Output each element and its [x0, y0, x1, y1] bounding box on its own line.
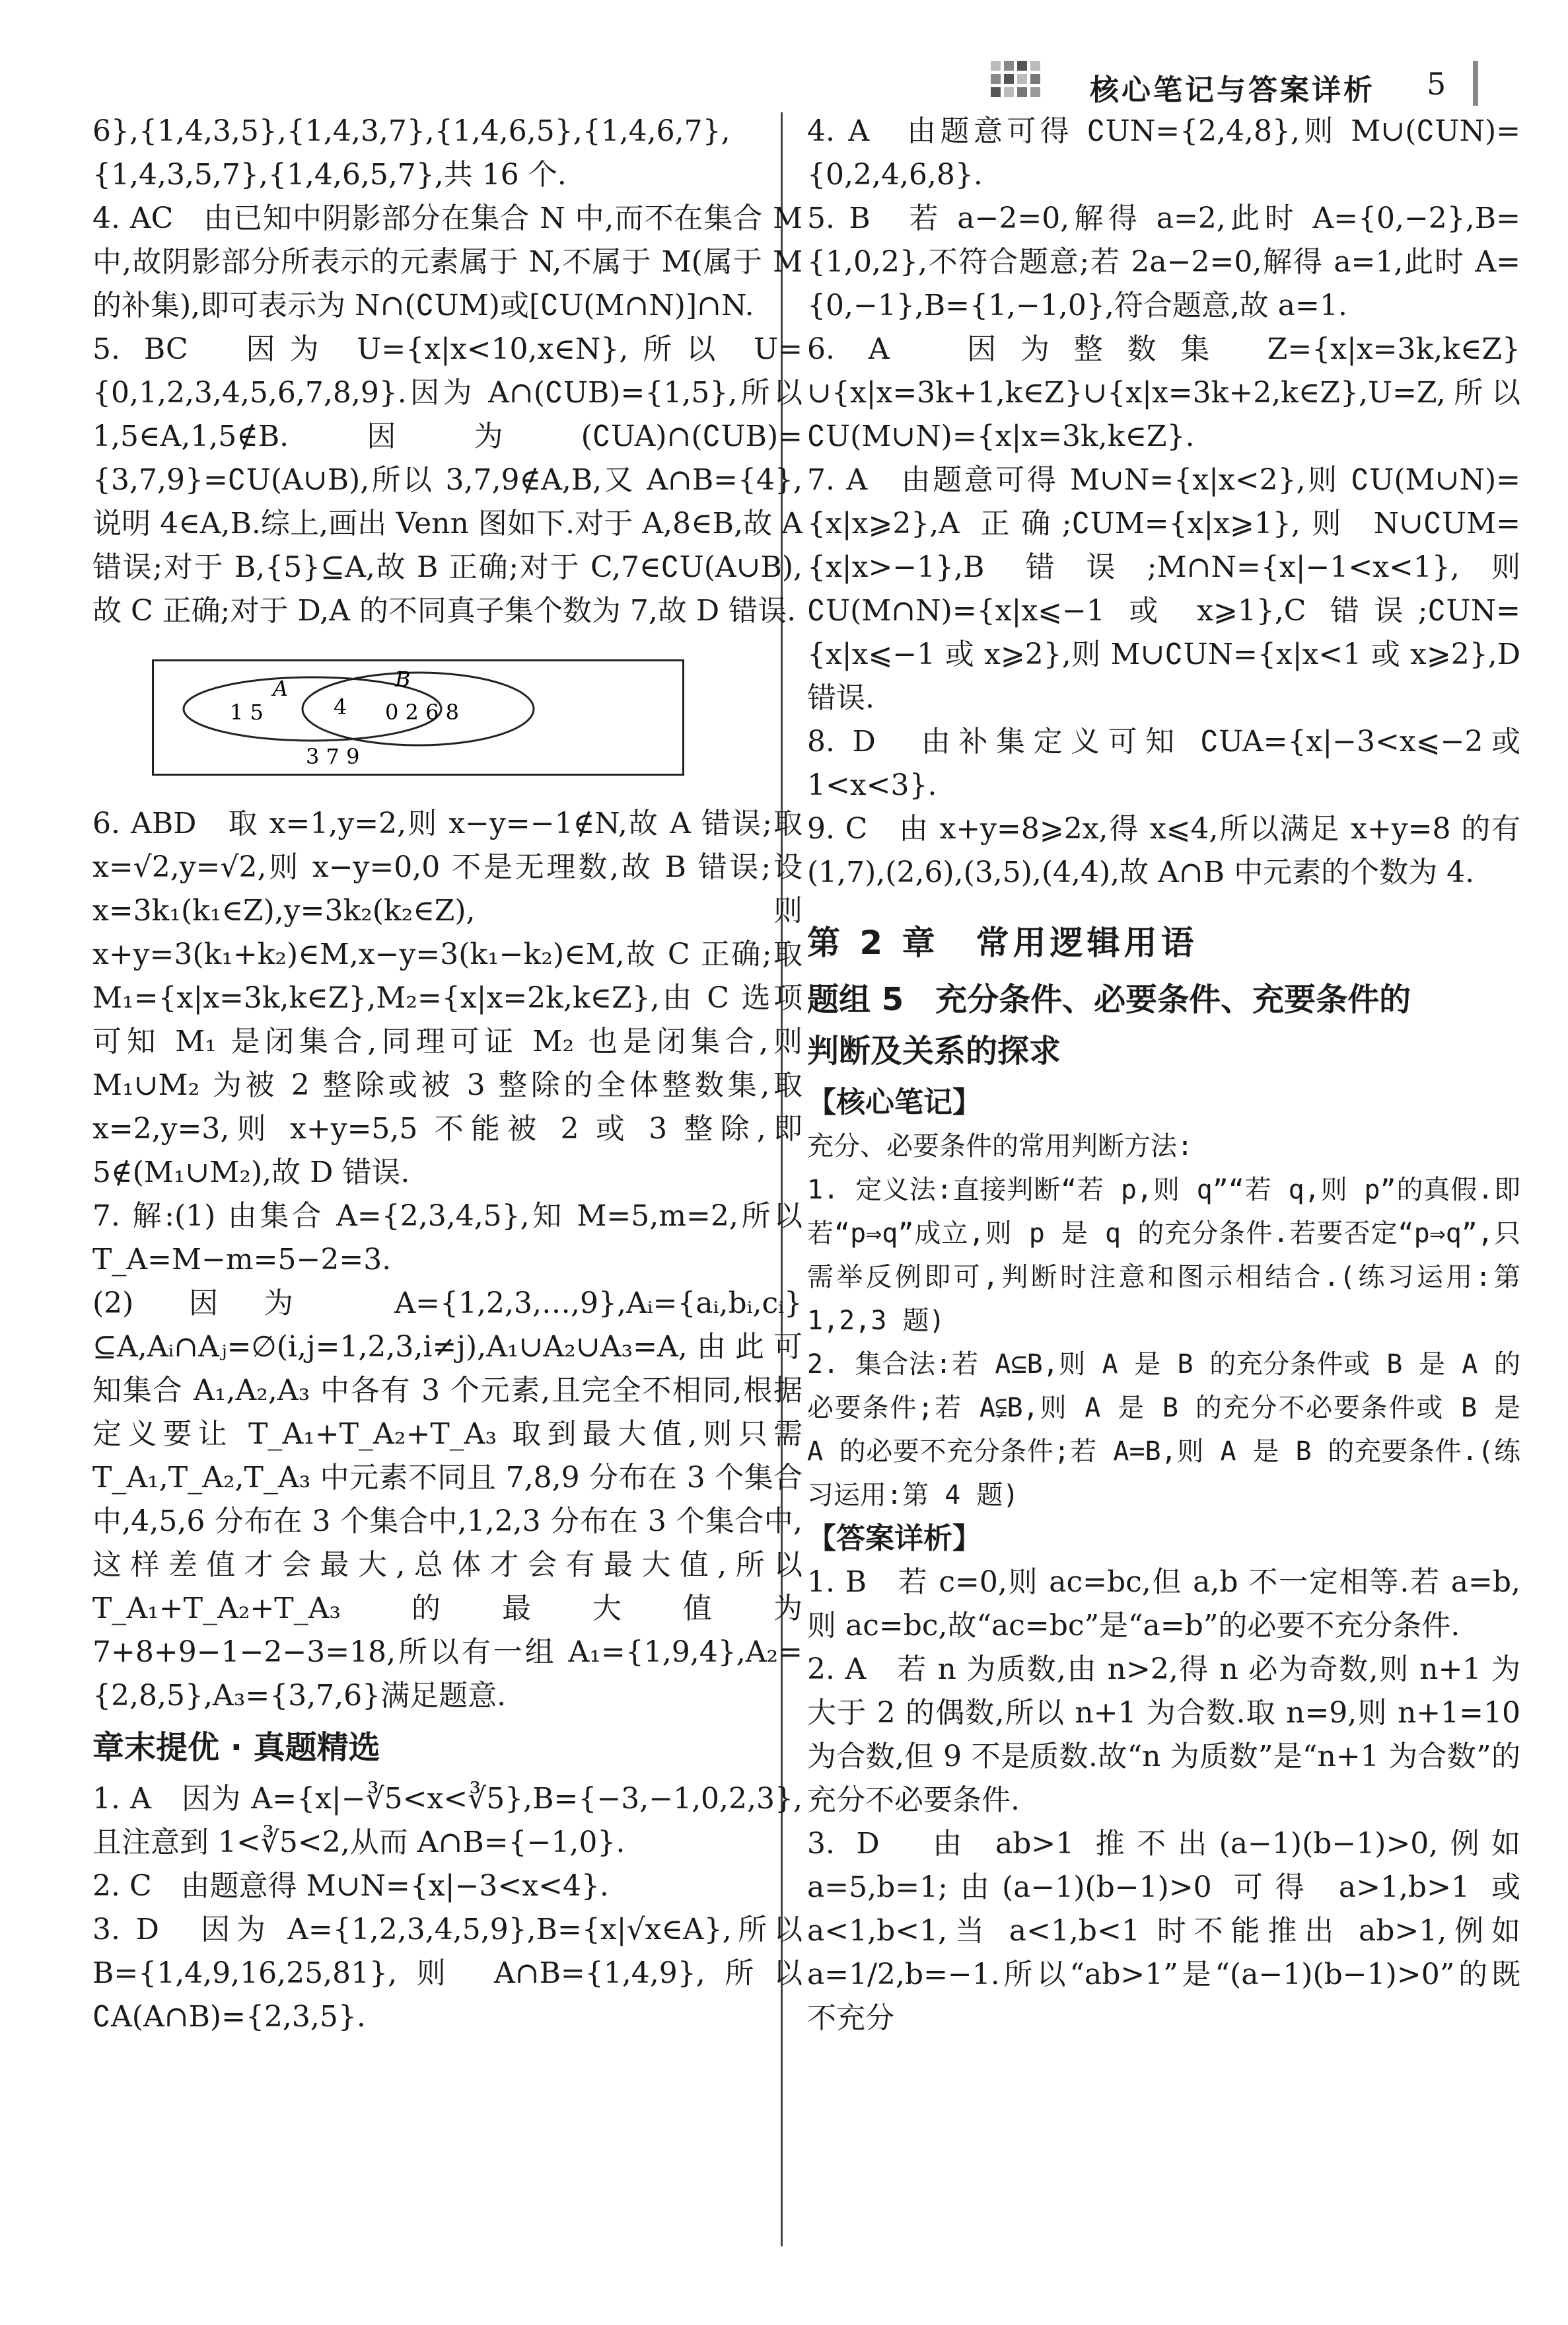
venn-label-b: B	[395, 667, 411, 692]
page-header	[978, 61, 1493, 114]
left-column	[92, 110, 802, 2039]
venn-both: 4	[334, 694, 347, 720]
answer-7-part1: 7. 解:(1) 由集合 A={2,3,4,5},知 M=5,m=2,所以 T_A=M−m=5−2=3.	[92, 1199, 802, 1276]
section-title: 章末提优 · 真题精选	[92, 1729, 380, 1766]
header-title: 核心笔记与答案详析	[1090, 73, 1375, 107]
venn-only-b: 0 2 6 8	[385, 700, 459, 725]
detail-answer-2: 2. A 若 n 为质数,由 n>2,得 n 必为奇数,则 n+1 为大于 2 的偶数,所以 n+1 为合数.取 n=9,则 n+1=10 为合数,但 9 不是质数.故“n 为质数”是“n+1 为合数”的充分不必要条件.	[807, 1652, 1520, 1817]
header-decoration-icon	[991, 61, 1044, 107]
answer-paragraph: 6},{1,4,3,5},{1,4,3,7},{1,4,6,5},{1,4,6,7},{1,4,3,5,7},{1,4,6,5,7},共 16 个.	[92, 114, 731, 192]
answer-6: 6. ABD 取 x=1,y=2,则 x−y=−1∉N,故 A 错误;取 x=√2,y=√2,则 x−y=0,0 不是无理数,故 B 错误;设 x=3k₁(k₁∈Z),y=3k₂(k₂∈Z),则 x+y=3(k₁+k₂)∈M,x−y=3(k₁−k₂)∈M,故 C 正确;取 M₁={x|x=3k,k∈Z},M₂={x|x=2k,k∈Z},由 C 选项可知 M₁ 是闭集合,同理可证 M₂ 也是闭集合,则 M₁∪M₂ 为被 2 整除或被 3 整除的全体整数集,取 x=2,y=3,则 x+y=5,5 不能被 2 或 3 整除,即 5∉(M₁∪M₂),故 D 错误.	[92, 807, 802, 1189]
answer-5: 5. BC 因为 U={x|x<10,x∈N},所以 U={0,1,2,3,4,5,6,7,8,9}.因为 A∩(∁UB)={1,5},所以 1,5∈A,1,5∉B.因为(∁UA)∩(∁UB)={3,7,9}=∁U(A∪B),所以 3,7,9∉A,B,又 A∩B={4},说明 4∈A,B.综上,画出 Venn 图如下.对于 A,8∈B,故 A 错误;对于 B,{5}⊆A,故 B 正确;对于 C,7∈∁U(A∪B),故 C 正确;对于 D,A 的不同真子集个数为 7,故 D 错误.	[92, 332, 802, 628]
core-notes-method-2: 2. 集合法:若 A⊆B,则 A 是 B 的充分条件或 B 是 A 的必要条件;若 A⫋B,则 A 是 B 的充分不必要条件或 B 是 A 的必要不充分条件;若 A=B,则 A 是 B 的充要条件.(练习运用:第 4 题)	[807, 1349, 1520, 1510]
group-title-line2: 判断及关系的探求	[807, 1033, 1061, 1070]
exam-answer-1: 1. A 因为 A={x|−∛5<x<∛5},B={−3,−1,0,2,3},且注意到 1<∛5<2,从而 A∩B={−1,0}.	[92, 1782, 802, 1859]
answer-7-part2: (2) 因为 A={1,2,3,…,9},Aᵢ={aᵢ,bᵢ,cᵢ}⊆A,Aᵢ∩Aⱼ=∅(i,j=1,2,3,i≠j),A₁∪A₂∪A₃=A,由此可知集合 A₁,A₂,A₃ 中各有 3 个元素,且完全不相同,根据定义要让 T_A₁+T_A₂+T_A₃ 取到最大值,则只需 T_A₁,T_A₂,T_A₃ 中元素不同且 7,8,9 分布在 3 个集合中,4,5,6 分布在 3 个集合中,1,2,3 分布在 3 个集合中,这样差值才会最大,总体才会有最大值,所以 T_A₁+T_A₂+T_A₃ 的最大值为 7+8+9−1−2−3=18,所以有一组 A₁={1,9,4},A₂={2,8,5},A₃={3,7,6}满足题意.	[92, 1286, 802, 1713]
detail-answer-1: 1. B 若 c=0,则 ac=bc,但 a,b 不一定相等.若 a=b,则 ac=bc,故“ac=bc”是“a=b”的必要不充分条件.	[807, 1565, 1520, 1642]
core-notes-intro: 充分、必要条件的常用判断方法:	[807, 1131, 1194, 1162]
exam-answer-3: 3. D 因为 A={1,2,3,4,5,9},B={x|√x∈A},所以 B={1,4,9,16,25,81},则 A∩B={1,4,9},所以 ∁A(A∩B)={2,3,5}.	[92, 1913, 802, 2034]
exam-answer-6: 6. A 因为整数集 Z={x|x=3k,k∈Z}∪{x|x=3k+1,k∈Z}∪{x|x=3k+2,k∈Z},U=Z,所以 ∁U(M∪N)={x|x=3k,k∈Z}.	[807, 332, 1520, 453]
exam-answer-7: 7. A 由题意可得 M∪N={x|x<2},则 ∁U(M∪N)={x|x⩾2},A 正确;∁UM={x|x⩾1},则 N∪∁UM={x|x>−1},B 错误;M∩N={x|−1<x<1},则 ∁U(M∩N)={x|x⩽−1 或 x⩾1},C 错误;∁UN={x|x⩽−1 或 x⩾2},则 M∪∁UN={x|x<1 或 x⩾2},D 错误.	[807, 463, 1520, 715]
exam-answer-4: 4. A 由题意可得 ∁UN={2,4,8},则 M∪(∁UN)={0,2,4,6,8}.	[807, 114, 1520, 192]
answer-details-title: 【答案详析】	[807, 1522, 981, 1555]
exam-answer-2: 2. C 由题意得 M∪N={x|−3<x<4}.	[92, 1869, 609, 1903]
detail-answer-3: 3. D 由 ab>1 推不出(a−1)(b−1)>0,例如 a=5,b=1;由(a−1)(b−1)>0 可得 a>1,b>1 或 a<1,b<1,当 a<1,b<1 时不能推出 ab>1,例如 a=1/2,b=−1.所以“ab>1”是“(a−1)(b−1)>0”的既不充分	[807, 1827, 1520, 2035]
group-title-line1: 题组 5 充分条件、必要条件、充要条件的	[807, 981, 1411, 1018]
venn-only-a: 1 5	[230, 700, 264, 725]
page-number: 5	[1427, 66, 1446, 102]
right-column	[807, 110, 1520, 2040]
exam-answer-5: 5. B 若 a−2=0,解得 a=2,此时 A={0,−2},B={1,0,2},不符合题意;若 2a−2=0,解得 a=1,此时 A={0,−1},B={1,−1,0},符合题意,故 a=1.	[807, 202, 1520, 322]
core-notes-method-1: 1. 定义法:直接判断“若 p,则 q”“若 q,则 p”的真假.即若“p⇒q”成立,则 p 是 q 的充分条件.若要否定“p⇒q”,只需举反例即可,判断时注意和图示相结合.(练习运用:第 1,2,3 题)	[807, 1175, 1520, 1336]
venn-diagram	[152, 659, 684, 776]
answer-4: 4. AC 由已知中阴影部分在集合 N 中,而不在集合 M 中,故阴影部分所表示的元素属于 N,不属于 M(属于 M 的补集),即可表示为 N∩(∁UM)或[∁U(M∩N)]∩N.	[92, 202, 802, 322]
venn-outside: 3 7 9	[306, 744, 360, 769]
venn-label-a: A	[273, 676, 289, 701]
chapter-title: 第 2 章 常用逻辑用语	[807, 924, 1198, 962]
exam-answer-9: 9. C 由 x+y=8⩾2x,得 x⩽4,所以满足 x+y=8 的有(1,7),(2,6),(3,5),(4,4),故 A∩B 中元素的个数为 4.	[807, 812, 1520, 889]
core-notes-title: 【核心笔记】	[807, 1086, 981, 1119]
header-bar	[1473, 61, 1478, 106]
exam-answer-8: 8. D 由补集定义可知 ∁UA={x|−3<x⩽−2或 1<x<3}.	[807, 725, 1520, 802]
